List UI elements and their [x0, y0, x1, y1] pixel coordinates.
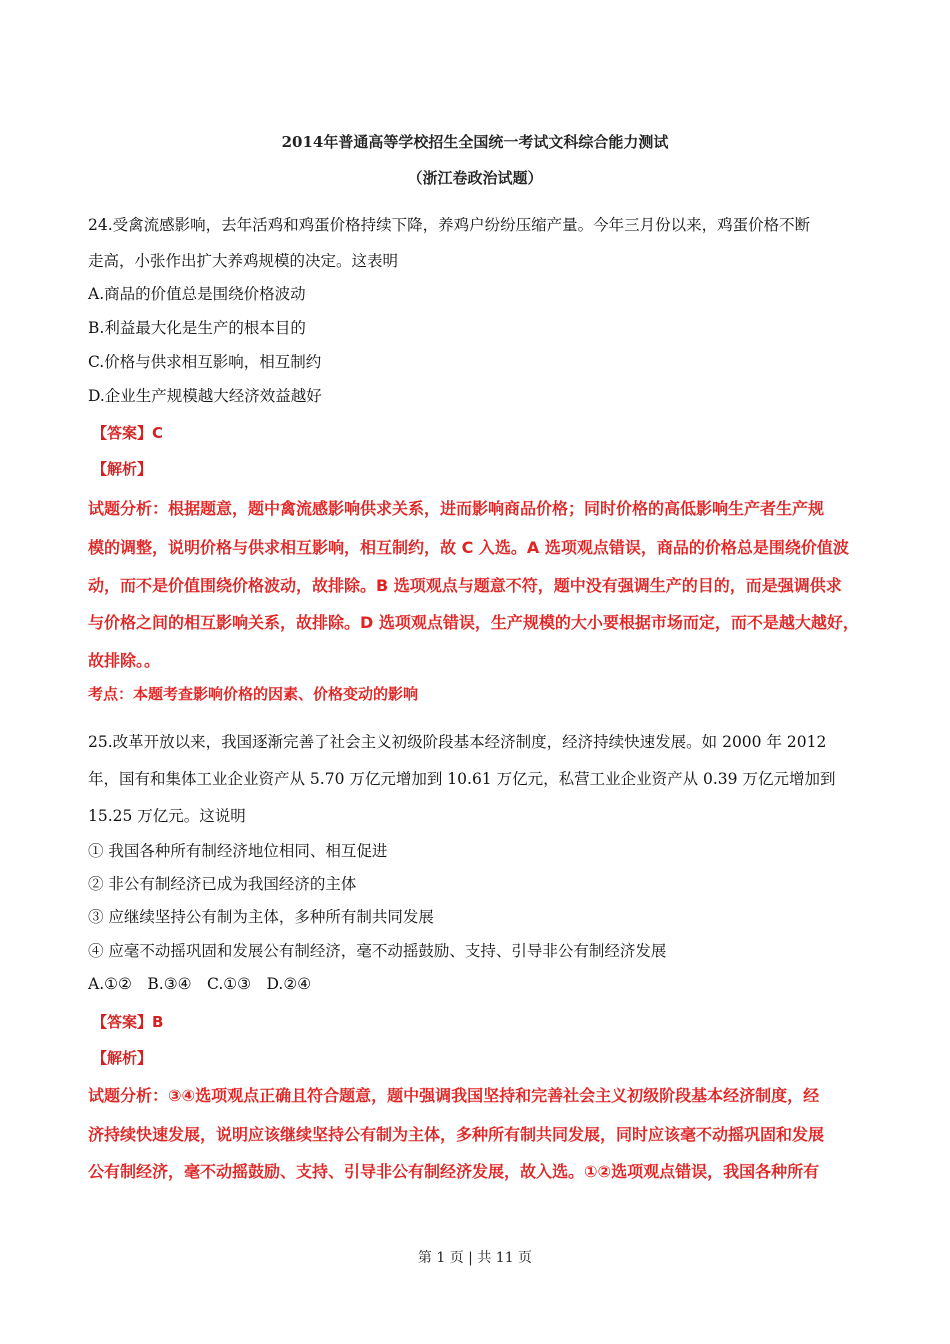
q25-stem-line3: 15.25 万亿元。这说明: [88, 807, 246, 825]
q24-option-d: D.企业生产规模越大经济效益越好: [88, 387, 322, 405]
q25-analysis-line: 济持续快速发展，说明应该继续坚持公有制为主体，多种所有制共同发展，同时应该毫不动摇巩固和发展: [88, 1125, 825, 1144]
q24-stem-line2: 走高，小张作出扩大养鸡规模的决定。这表明: [88, 252, 399, 270]
page-subtitle: （浙江卷政治试题）: [407, 169, 543, 187]
q24-option-a: A.商品的价值总是围绕价格波动: [88, 285, 306, 303]
q25-stem-line1: 25.改革开放以来，我国逐渐完善了社会主义初级阶段基本经济制度，经济持续快速发展。如 2000 年 2012: [88, 733, 827, 751]
q24-answer: 【答案】C: [92, 424, 164, 442]
q24-kaodian: 考点：本题考查影响价格的因素、价格变动的影响: [88, 685, 419, 703]
q25-item-2: ② 非公有制经济已成为我国经济的主体: [88, 875, 357, 893]
q25-analysis-line: 试题分析：③④选项观点正确且符合题意，题中强调我国坚持和完善社会主义初级阶段基本经济制度，经: [88, 1086, 820, 1105]
q24-analysis-line: 与价格之间的相互影响关系，故排除。D 选项观点错误，生产规模的大小要根据市场而定，而不是越大越好，: [88, 613, 859, 632]
q25-item-1: ① 我国各种所有制经济地位相同、相互促进: [88, 842, 388, 860]
q25-choices: A.①② B.③④ C.①③ D.②④: [88, 975, 312, 993]
q24-analysis-line: 故排除。。: [88, 651, 161, 670]
q24-analysis-label: 【解析】: [92, 460, 153, 478]
q24-analysis-line: 动，而不是价值围绕价格波动，故排除。B 选项观点与题意不符，题中没有强调生产的目的，而是强调供求: [88, 576, 842, 595]
q25-analysis-line: 公有制经济，毫不动摇鼓励、支持、引导非公有制经济发展，故入选。①②选项观点错误，我国各种所有: [88, 1162, 820, 1181]
q24-analysis-line: 试题分析：根据题意，题中禽流感影响供求关系，进而影响商品价格；同时价格的高低影响生产者生产规: [88, 499, 825, 518]
page-title: 2014年普通高等学校招生全国统一考试文科综合能力测试: [281, 133, 669, 151]
q24-analysis-line: 模的调整，说明价格与供求相互影响，相互制约，故 C 入选。A 选项观点错误，商品的价格总是围绕价值波: [88, 538, 849, 557]
q24-option-c: C.价格与供求相互影响，相互制约: [88, 353, 322, 371]
q24-option-b: B.利益最大化是生产的根本目的: [88, 319, 306, 337]
q25-analysis-label: 【解析】: [92, 1049, 153, 1067]
q25-stem-line2: 年，国有和集体工业企业资产从 5.70 万亿元增加到 10.61 万亿元，私营工业企业资产从 0.39 万亿元增加到: [88, 770, 836, 788]
q25-item-3: ③ 应继续坚持公有制为主体，多种所有制共同发展: [88, 908, 434, 926]
q25-answer: 【答案】B: [92, 1013, 164, 1031]
page-footer: 第 1 页 | 共 11 页: [417, 1250, 533, 1266]
q24-stem-line1: 24.受禽流感影响，去年活鸡和鸡蛋价格持续下降，养鸡户纷纷压缩产量。今年三月份以来，鸡蛋价格不断: [88, 216, 811, 234]
q25-item-4: ④ 应毫不动摇巩固和发展公有制经济，毫不动摇鼓励、支持、引导非公有制经济发展: [88, 942, 667, 960]
